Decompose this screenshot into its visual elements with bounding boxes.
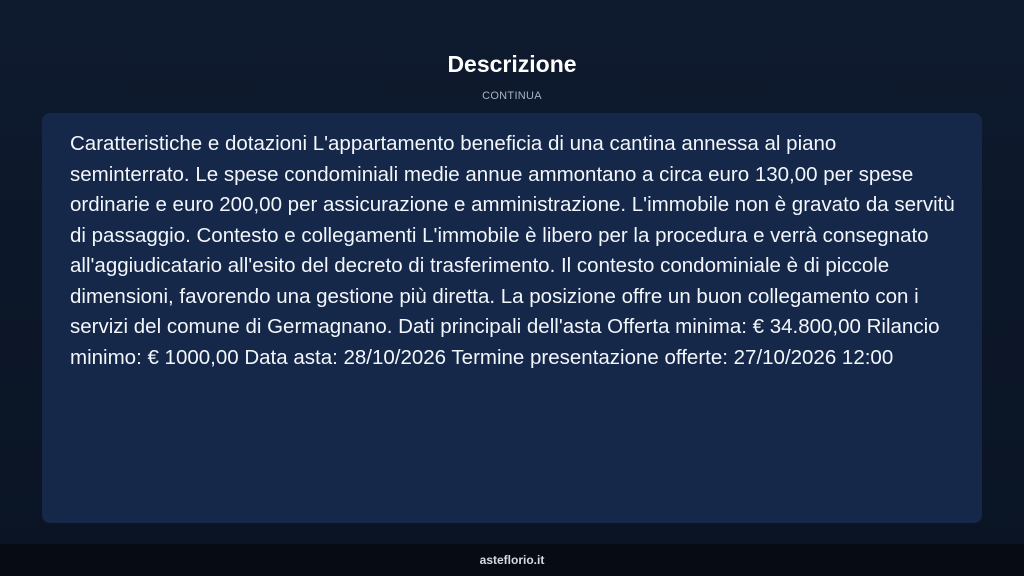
page-title: Descrizione bbox=[447, 51, 577, 77]
page-subtitle: CONTINUA bbox=[482, 90, 542, 102]
description-text: Caratteristiche e dotazioni L'appartamento beneficia di una cantina annessa al piano seminterrato. Le spese condominiali medie annue ammontano a circa euro 130,00 per spese ordinarie e euro 200,00 per assicurazione e amministrazione. L'immobile non è gravato da servitù di passaggio. Contesto e collegamenti L'immobile è libero per la procedura e verrà consegnato all'aggiudicatario all'esito del decreto di trasferimento. Il contesto condominiale è di piccole dimensioni, favorendo una gestione più diretta. La posizione offre un buon collegamento con i servizi del comune di Germagnano. Dati principali dell'asta Offerta minima: € 34.800,00 Rilancio minimo: € 1000,00 Data asta: 28/10/2026 Termine presentazione offerte: 27/10/2026 12:00 bbox=[70, 132, 955, 369]
description-card bbox=[42, 113, 982, 523]
footer-site-name: asteflorio.it bbox=[479, 553, 545, 567]
footer bbox=[0, 544, 1024, 576]
